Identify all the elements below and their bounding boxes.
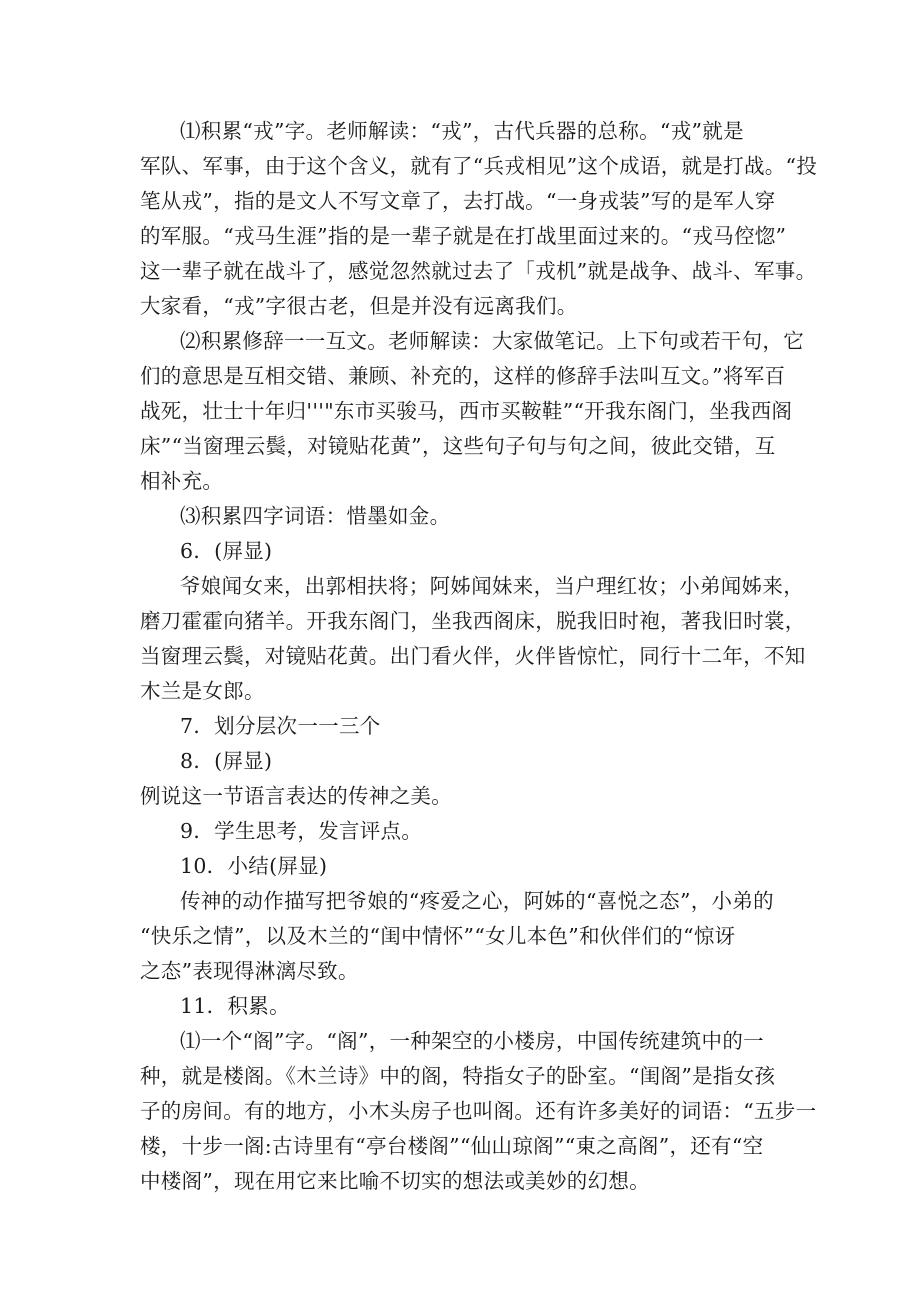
paragraph-line: 军队、军事，由于这个含义，就有了“兵戎相见”这个成语，就是打战。“投	[140, 154, 818, 178]
paragraph-line: 床”“当窗理云鬓，对镜贴花黄”，这些句子句与句之间，彼此交错，互	[140, 434, 776, 458]
paragraph-line: 大家看，“戎”字很古老，但是并没有远离我们。	[140, 294, 578, 318]
paragraph-line: 之态”表现得淋漓尽致。	[140, 959, 359, 983]
poem-line: 爷娘闻女来，出郭相扶将；阿姊闻妹来，当户理红妆；小弟闻姊来，	[180, 574, 804, 598]
paragraph-line: ⑵积累修辞一一互文。老师解读：大家做笔记。上下句或若干句，它	[180, 329, 804, 353]
paragraph-line: ⑴积累“戎”字。老师解读：“戎”，古代兵器的总称。“戎”就是	[180, 119, 744, 143]
section-heading: 6．(屏显)	[180, 539, 273, 563]
paragraph-line: 们的意思是互相交错、兼顾、补充的，这样的修辞手法叫互文。”将军百	[140, 364, 786, 388]
paragraph-line: ⑴一个“阁”字。“阁”，一种架空的小楼房，中国传统建筑中的一	[180, 1029, 764, 1053]
paragraph-line: 楼，十步一阁:古诗里有“亭台楼阁”“仙山琼阁”“東之高阁”，还有“空	[140, 1134, 764, 1158]
paragraph-line: 例说这一节语言表达的传神之美。	[140, 784, 452, 808]
paragraph-line: “快乐之情”，以及木兰的“闺中情怀”“女儿本色”和伙伴们的“惊讶	[140, 924, 736, 948]
paragraph-line: 中楼阁”，现在用它来比喻不切实的想法或美妙的幻想。	[140, 1169, 650, 1193]
paragraph-line: 的军服。“戎马生涯”指的是一辈子就是在打战里面过来的。“戎马倥惚”	[140, 224, 787, 248]
paragraph-line: 相补充。	[140, 469, 224, 493]
section-heading: 10．小结(屏显)	[180, 854, 328, 878]
section-heading: 8．(屏显)	[180, 749, 273, 773]
poem-line: 磨刀霍霍向猪羊。开我东阁门，坐我西阁床，脱我旧时袍，著我旧时裳，	[140, 609, 806, 633]
section-heading: 7．划分层次一一三个	[180, 714, 381, 738]
paragraph-line: 笔从戎”，指的是文人不写文章了，去打战。“一身戎装”写的是军人穿	[140, 189, 776, 213]
section-heading: 9．学生思考，发言评点。	[180, 819, 423, 843]
paragraph-line: 战死，壮士十年归'''"东市买骏马，西市买鞍鞋”“开我东阁门，坐我西阁	[140, 399, 793, 423]
paragraph-line: 这一辈子就在战斗了，感觉忽然就过去了「戎机”就是战争、战斗、军事。	[140, 259, 817, 283]
paragraph-line: 种，就是楼阁。《木兰诗》中的阁，特指女子的卧室。“闺阁”是指女孩	[140, 1064, 776, 1088]
paragraph-line: 子的房间。有的地方，小木头房子也叫阁。还有许多美好的词语：“五步一	[140, 1099, 817, 1123]
section-heading: 11．积累。	[180, 994, 290, 1018]
paragraph-line: 传神的动作描写把爷娘的“疼爱之心，阿姊的“喜悦之态”，小弟的	[180, 889, 774, 913]
poem-line: 当窗理云鬓，对镜贴花黄。出门看火伴，火伴皆惊忙，同行十二年，不知	[140, 644, 806, 668]
poem-line: 木兰是女郎。	[140, 679, 265, 703]
paragraph-line: ⑶积累四字词语：惜墨如金。	[180, 504, 451, 528]
